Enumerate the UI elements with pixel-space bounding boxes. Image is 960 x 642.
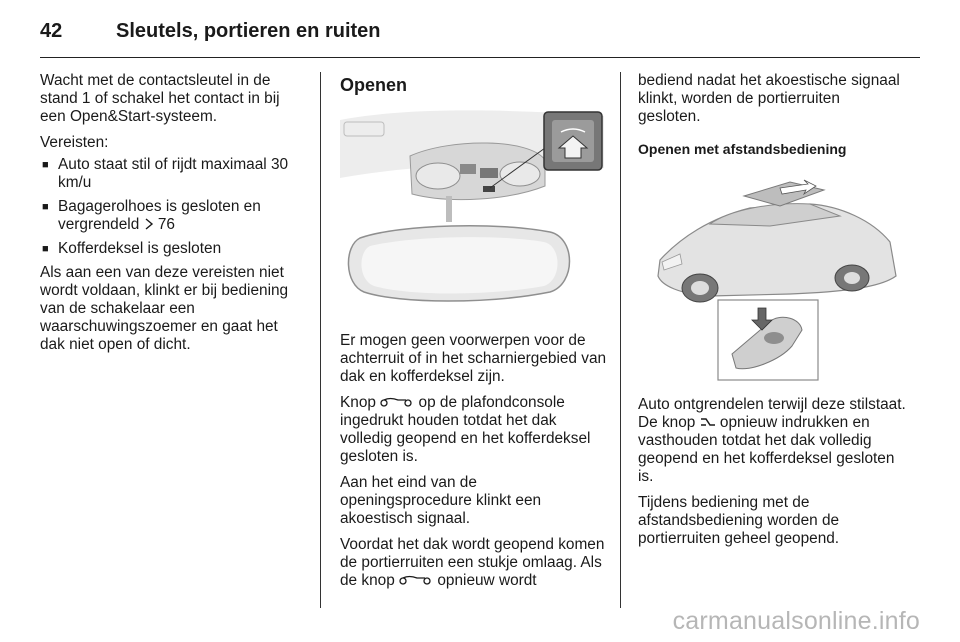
roof-button-icon: [399, 574, 433, 586]
text: opnieuw wordt: [437, 572, 537, 589]
text: Voordat het dak wordt geopend komen de portierruiten een stukje omlaag. Als de knop: [340, 536, 605, 589]
roof-button-icon: [380, 396, 414, 408]
paragraph: Aan het eind van de openingsprocedure klinkt een akoestisch signaal.: [340, 474, 542, 527]
list-item: ■ Kofferdeksel is gesloten: [40, 240, 302, 258]
sub-heading: Openen met afstandsbediening: [638, 141, 847, 157]
page-reference[interactable]: 76: [157, 216, 175, 233]
paragraph: Er mogen geen voorwerpen voor de achterruit of in het scharniergebied van dak en kofferdeksel zijn.: [340, 332, 607, 385]
section-heading: Openen: [340, 75, 408, 95]
text: Auto ontgrendelen terwijl deze stilstaat. De knop: [638, 396, 906, 431]
paragraph: bediend nadat het akoestische signaal klinkt, worden de portierruiten gesloten.: [638, 72, 900, 125]
text: Knop: [340, 394, 376, 411]
list-item-text: Bagagerolhoes is gesloten en vergrendeld: [58, 198, 261, 233]
text: opnieuw indrukken en vasthouden totdat het dak volledig geopend en het kofferdeksel gesloten is.: [638, 414, 895, 485]
paragraph: [638, 396, 906, 486]
page-reference-icon: [144, 218, 154, 230]
watermark: carmanualsonline.info: [672, 607, 920, 635]
column-middle: [340, 72, 608, 94]
column-divider-2: [620, 72, 621, 608]
paragraph: Tijdens bediening met de afstandsbediening worden de portierruiten geheel geopend.: [638, 494, 840, 547]
requirements-label: Vereisten:: [40, 134, 109, 151]
paragraph: [340, 394, 608, 466]
paragraph: [340, 536, 608, 590]
requirements-list: [40, 156, 302, 258]
column-divider-1: [320, 72, 321, 608]
column-middle-text: [340, 332, 608, 598]
list-item: ■ Auto staat stil of rijdt maximaal 30 km/u: [40, 156, 302, 192]
car-remote-illustration: [640, 168, 902, 384]
unlock-key-icon: [700, 416, 716, 428]
ceiling-console-illustration: [340, 108, 604, 320]
page-number: 42: [40, 20, 63, 42]
text: op de plafondconsole ingedrukt houden totdat het dak volledig geopend en het kofferdeksel gesloten is.: [340, 394, 591, 465]
column-left: [40, 72, 302, 362]
header-rule: [40, 57, 920, 58]
paragraph: Wacht met de contactsleutel in de stand 1 of schakel het contact in bij een Open&Start-systeem.: [40, 72, 280, 125]
column-right-text: [638, 396, 906, 556]
column-right: [638, 72, 906, 166]
chapter-title: Sleutels, portieren en ruiten: [116, 20, 381, 42]
page-header: [40, 16, 920, 56]
paragraph: Als aan een van deze vereisten niet wordt voldaan, klinkt er bij bediening van de schakelaar een waarschuwingszoemer en gaat het dak niet open of dicht.: [40, 264, 289, 353]
list-item: [40, 198, 302, 234]
